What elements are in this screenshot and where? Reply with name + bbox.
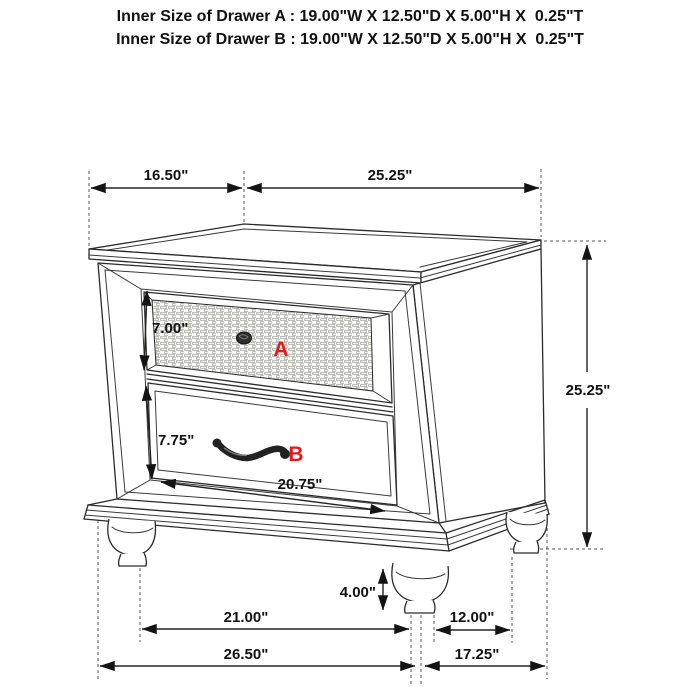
drawer-a-knob-icon[interactable] [237,332,252,344]
nightstand-drawing [84,224,549,613]
dim-label-foot-height: 4.00" [339,584,376,601]
dim-label-drawer-width: 20.75" [277,476,323,493]
front-left-foot [108,519,156,566]
drawer-b-inner-size-text: Inner Size of Drawer B : 19.00"W X 12.50"D X 5.00"H X 0.25"T [116,31,584,48]
dim-label-overall-width: 26.50" [223,646,269,663]
dim-label-drawer-a-height: 7.00" [152,320,189,337]
dim-label-front-feet-span: 21.00" [223,609,269,626]
front-center-foot [392,563,449,613]
dim-label-overall-depth: 17.25" [454,646,500,663]
dim-label-top-left-width: 16.50" [143,167,189,184]
drawer-a-inner-size-text: Inner Size of Drawer A : 19.00"W X 12.50"D X 5.00"H X 0.25"T [116,8,584,25]
dim-label-drawer-b-height: 7.75" [158,432,195,449]
rear-right-foot [506,512,547,553]
dim-label-overall-height: 25.25" [565,382,611,399]
drawer-a-letter-label: A [273,338,289,361]
dim-label-side-feet-span: 12.00" [449,609,495,626]
drawer-b-letter-label: B [288,443,304,466]
dim-label-top-depth: 25.25" [367,167,413,184]
